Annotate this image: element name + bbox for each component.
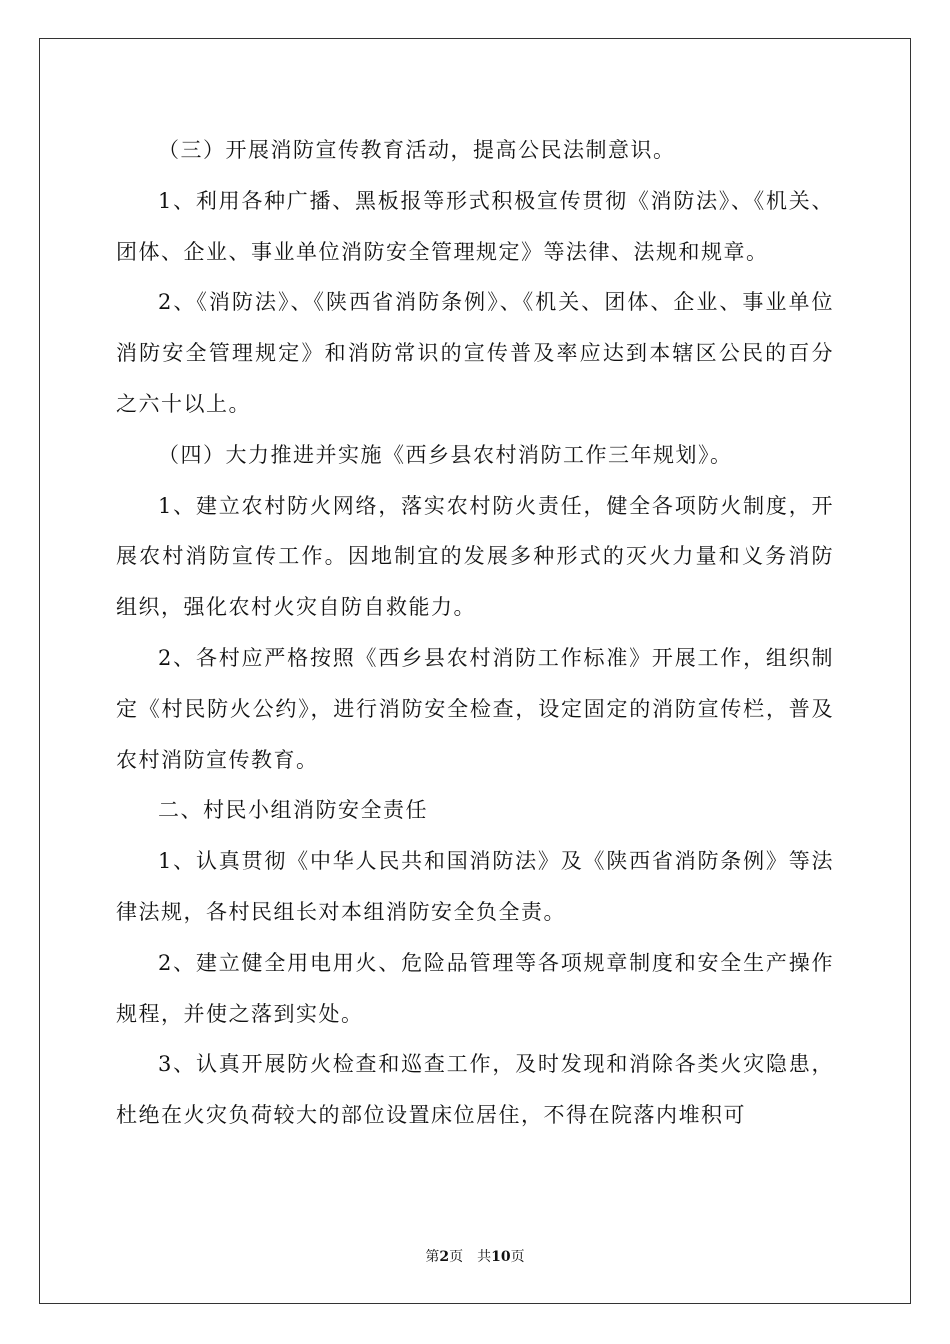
paragraph: 1、认真贯彻《中华人民共和国消防法》及《陕西省消防条例》等法律法规，各村民组长对本组消防安全负全责。 [116, 849, 834, 924]
paragraph: （三）开展消防宣传教育活动，提高公民法制意识。 [158, 138, 676, 162]
footer-suffix: 页 [510, 1249, 525, 1265]
paragraph: 3、认真开展防火检查和巡查工作，及时发现和消除各类火灾隐患，杜绝在火灾负荷较大的部位设置床位居住，不得在院落内堆积可 [116, 1052, 834, 1128]
paragraph: 1、建立农村防火网络，落实农村防火责任，健全各项防火制度，开展农村消防宣传工作。因地制宜的发展多种形式的灭火力量和义务消防组织，强化农村火灾自防自救能力。 [116, 493, 834, 620]
paragraph: 2、各村应严格按照《西乡县农村消防工作标准》开展工作，组织制定《村民防火公约》，进行消防安全检查，设定固定的消防宣传栏，普及农村消防宣传教育。 [116, 645, 834, 772]
paragraph: 2、建立健全用电用火、危险品管理等各项规章制度和安全生产操作规程，并使之落到实处。 [116, 950, 834, 1026]
paragraph: 二、村民小组消防安全责任 [158, 798, 428, 823]
total-pages: 10 [491, 1249, 511, 1265]
footer-mid: 页 共 [449, 1249, 492, 1265]
document-body [116, 125, 834, 1141]
paragraph: （四）大力推进并实施《西乡县农村消防工作三年规划》。 [158, 442, 733, 467]
paragraph: 1、利用各种广播、黑板报等形式积极宣传贯彻《消防法》、《机关、团体、企业、事业单位消防安全管理规定》等法律、法规和规章。 [116, 188, 834, 264]
footer-prefix: 第 [425, 1249, 440, 1265]
paragraph: 2、《消防法》、《陕西省消防条例》、《机关、团体、企业、事业单位消防安全管理规定》和消防常识的宣传普及率应达到本辖区公民的百分之六十以上。 [116, 290, 834, 416]
page-number: 2 [439, 1249, 450, 1265]
page-footer [0, 1246, 950, 1266]
